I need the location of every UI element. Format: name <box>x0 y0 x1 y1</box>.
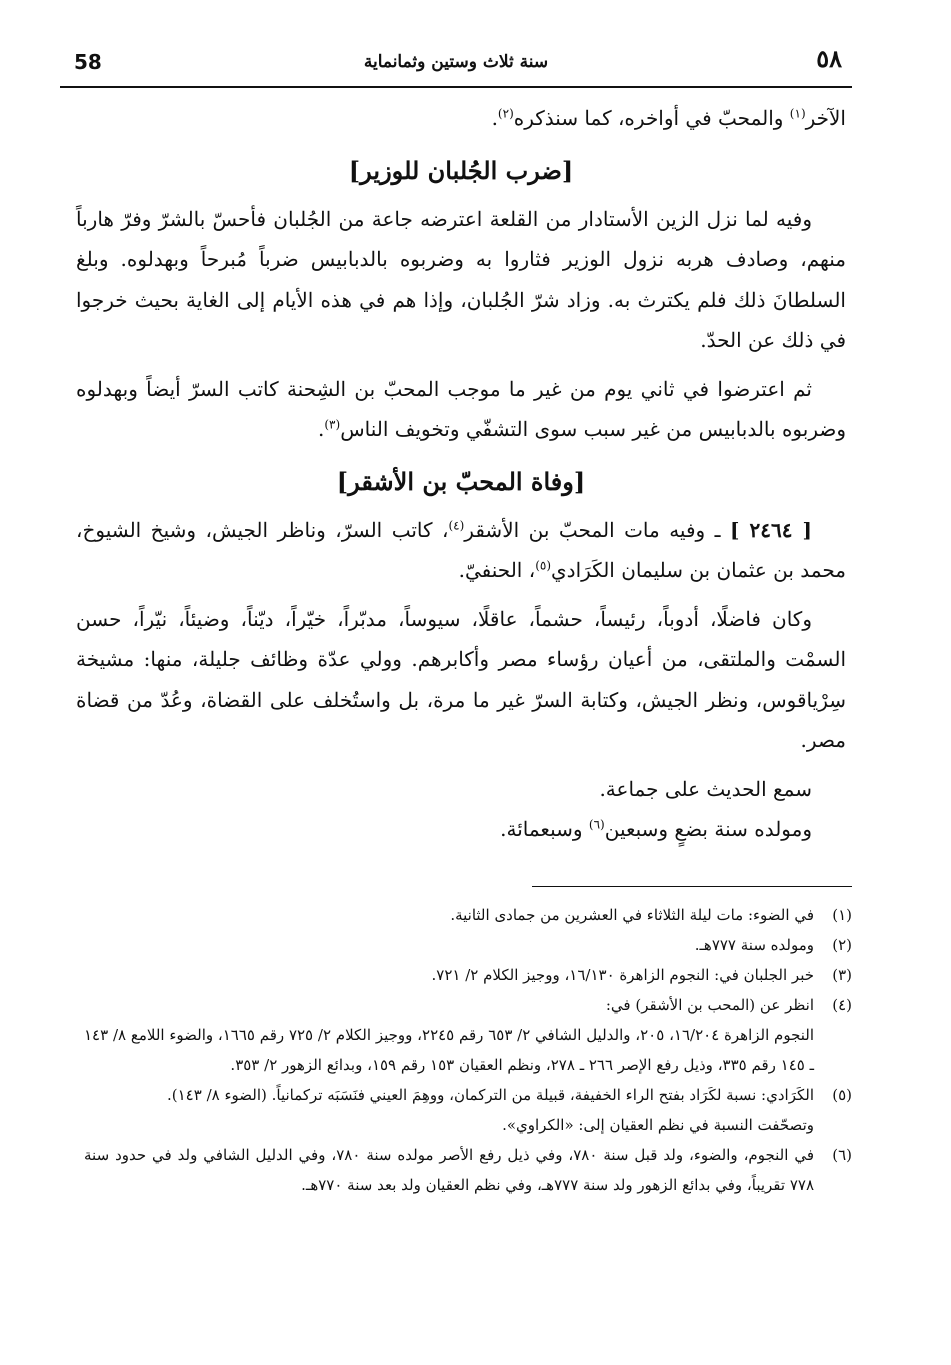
footnotes-section <box>84 900 852 1200</box>
footnote-text: خبر الجلبان في: النجوم الزاهرة ١٦/١٣٠، ووجيز الكلام ٢/ ٧٢١. <box>431 966 814 984</box>
footnote-ref-2[interactable]: (٢) <box>497 106 514 121</box>
entry-number: [ ٢٤٦٤ ] <box>729 517 812 542</box>
footnote-2 <box>84 930 852 960</box>
paragraph-7 <box>76 809 846 850</box>
page-number-arabic: ٥٨ <box>816 44 842 73</box>
footnote-5 <box>84 1080 852 1110</box>
footnote-5-continuation: وتصحّفت النسبة في نظم العقيان إلى: «الكراوي». <box>502 1116 814 1134</box>
footnote-text: في الضوء: مات ليلة الثلاثاء في العشرين من جمادى الثانية. <box>450 906 814 924</box>
footnote-1 <box>84 900 852 930</box>
paragraph-3 <box>76 369 846 450</box>
text-span: ومولده سنة بضعٍ وسبعين <box>604 817 812 841</box>
footnote-text: ومولده سنة ٧٧٧هـ. <box>694 936 814 954</box>
paragraph-4 <box>76 510 846 591</box>
footnote-ref-4[interactable]: (٤) <box>448 517 465 532</box>
footnote-ref-1[interactable]: (١) <box>789 106 806 121</box>
footnote-number: (٤) <box>832 996 852 1014</box>
footnote-ref-5[interactable]: (٥) <box>535 558 552 573</box>
footnote-text: الكَرَادي: نسبة لكَرَاد بفتح الراء الخفيفة، قبيلة من التركمان، ووهِمَ العيني فنَسَبَه تركمانياً. (الضوء ٨/ ١٤٣). <box>167 1086 814 1104</box>
paragraph-2: وفيه لما نزل الزين الأستادار من القلعة اعترضه جاعة من الجُلبان فأحسّ بالشرّ وفرّ هارباً منهم، وصادف هربه نزول الوزير فثاروا به وضربوه بالدبابيس ضرباً مُبرحاً وبهدلوه. وبلغ السلطانَ ذلك فلم يكترث به. وزاد شرّ الجُلبان، وإذا هم في هذه الأيام إلى الغاية بحيث خرجوا في ذلك عن الحدّ. <box>76 206 846 352</box>
footnote-ref-6[interactable]: (٦) <box>588 817 605 832</box>
footnote-text: انظر عن (المحب بن الأشقر) في: <box>605 996 814 1014</box>
text-span: . <box>318 417 325 441</box>
section-heading-death: [وفاة المحبّ بن الأشقر] <box>336 466 586 496</box>
text-span: والمحبّ في أواخره، كما سنذكره <box>513 106 790 130</box>
text-span: . <box>491 106 498 130</box>
paragraph-6: سمع الحديث على جماعة. <box>599 776 812 801</box>
footnote-text: في النجوم، والضوء، ولد قبل سنة ٧٨٠، وفي ذيل رفع الأصر مولده سنة ٧٨٠، وفي الدليل الشافي ولد في حدود سنة ٧٧٨ تقريباً، وفي بدائع الزهور ولد سنة ٧٧٧هـ، وفي نظم العقيان ولد بعد سنة ٧٧٠هـ. <box>84 1146 814 1194</box>
text-span: الآخر <box>805 106 846 130</box>
footnote-3 <box>84 960 852 990</box>
footnote-number: (٥) <box>832 1086 852 1104</box>
paragraph-5: وكان فاضلًا، أدوباً، رئيساً، حشماً، عاقلًا، سيوساً، مدبّراً، خيّراً، ديّناً، وضيئاً، نيّراً، حسن السمْت والملتقى، من أعيان رؤساء مصر وأكابرهم. وولي عدّة وظائف جليلة، منها: مشيخة سِرْياقوس، ونظر الجيش، وكتابة السرّ غير ما مرة، بل واستُخلف على القضاة، وعُدّ من قضاة مصر. <box>76 606 846 752</box>
running-title: سنة ثلاث وستين وثمانماية <box>363 52 549 72</box>
text-span: ، كاتب السرّ، وناظر الجيش، وشيخ الشيوخ، محمد بن عثمان بن سليمان الكَرَادي <box>76 517 846 582</box>
paragraph-1 <box>76 98 846 139</box>
text-span: ، الحنفيّ. <box>458 558 536 582</box>
footnote-number: (٦) <box>832 1146 852 1164</box>
text-span: ـ وفيه مات المحبّ بن الأشقر <box>464 517 730 542</box>
footnote-4 <box>84 990 852 1020</box>
footnote-number: (١) <box>832 906 852 924</box>
footnote-divider <box>532 886 852 887</box>
page-number-latin: 58 <box>74 50 102 74</box>
footnote-4-continuation: النجوم الزاهرة ١٦/٢٠٤، ٢٠٥، والدليل الشافي ٢/ ٦٥٣ رقم ٢٢٤٥، ووجيز الكلام ٢/ ٧٢٥ رقم ١٦٦٥، والضوء اللامع ٨/ ١٤٣ ـ ١٤٥ رقم ٣٣٥، وذيل رفع الإصر ٢٦٦ ـ ٢٧٨، ونظم العقيان ١٥٣ رقم ١٥٩، وبدائع الزهور ٢/ ٣٥٣. <box>84 1026 815 1074</box>
page-header <box>60 42 852 88</box>
text-span: وسبعمائة. <box>500 817 589 841</box>
footnote-6 <box>84 1140 852 1200</box>
footnote-number: (٣) <box>832 966 852 984</box>
footnote-ref-3[interactable]: (٣) <box>324 417 341 432</box>
text-span: ثم اعترضوا في ثاني يوم من غير ما موجب المحبّ بن الشِحنة كاتب السرّ أيضاً وبهدلوه وضربوه بالدبابيس من غير سبب سوى التشفّي وتخويف الناس <box>76 376 846 441</box>
section-heading-jolban: [ضرب الجُلبان للوزير] <box>348 155 574 185</box>
main-text <box>76 98 846 850</box>
footnote-number: (٢) <box>832 936 852 954</box>
